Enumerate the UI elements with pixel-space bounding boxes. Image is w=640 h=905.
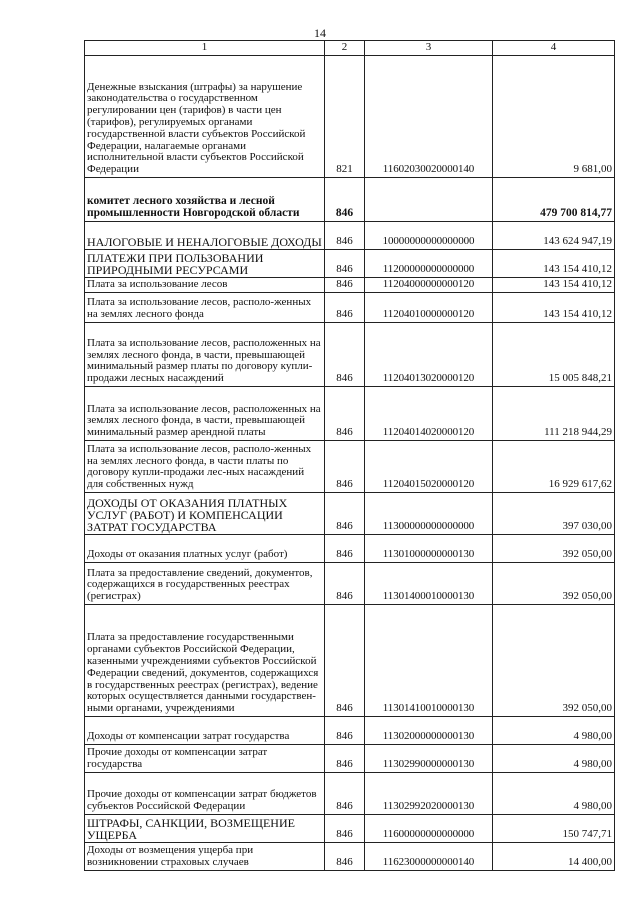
row-budget-code: 10000000000000000 [365,222,493,250]
row-admin-code: 821 [325,56,365,178]
row-amount: 392 050,00 [493,605,615,717]
row-name: Доходы от возмещения ущерба при возникновении страховых случаев [85,843,325,871]
row-budget-code: 11600000000000000 [365,815,493,843]
table-row [85,843,615,871]
row-name: Плата за использование лесов, расположенных на землях лесного фонда, в части, превышающей минимальный размер платы по договору купли-продажи лесных насаждений [85,323,325,387]
row-amount: 4 980,00 [493,745,615,773]
row-name: Прочие доходы от компенсации затрат бюджетов субъектов Российской Федерации [85,773,325,815]
row-admin-code: 846 [325,717,365,745]
table-row [85,493,615,535]
row-amount: 16 929 617,62 [493,441,615,493]
row-admin-code: 846 [325,323,365,387]
row-name: Плата за предоставление сведений, документов, содержащихся в государственных реестрах (регистрах) [85,563,325,605]
row-name: ПЛАТЕЖИ ПРИ ПОЛЬЗОВАНИИ ПРИРОДНЫМИ РЕСУРСАМИ [85,250,325,278]
table-row [85,815,615,843]
table-row [85,293,615,323]
row-budget-code [365,178,493,222]
table-row [85,323,615,387]
table-row [85,56,615,178]
row-name: Плата за предоставление государственными органами субъектов Российской Федерации, казенными учреждениями субъектов Российской Федерации сведений, документов, содержащихся в государственных реестрах (регистрах), ведение которых осуществляется данными государствен-ными органами, учреждениями [85,605,325,717]
row-name: ДОХОДЫ ОТ ОКАЗАНИЯ ПЛАТНЫХ УСЛУГ (РАБОТ) И КОМПЕНСАЦИИ ЗАТРАТ ГОСУДАРСТВА [85,493,325,535]
row-amount: 392 050,00 [493,563,615,605]
page-number: 14 [314,26,326,40]
row-admin-code: 846 [325,278,365,293]
row-admin-code: 846 [325,293,365,323]
row-amount: 14 400,00 [493,843,615,871]
table-row [85,717,615,745]
row-amount: 392 050,00 [493,535,615,563]
table-row [85,563,615,605]
row-name: Денежные взыскания (штрафы) за нарушение законодательства о государственном регулировании цен (тарифов) в части цен (тарифов), регулируемых органами государственной власти субъектов Российской Федерации, налагаемые органами исполнительной власти субъектов Российской Федерации [85,56,325,178]
column-header-3: 3 [365,41,493,56]
row-name: Доходы от компенсации затрат государства [85,717,325,745]
table-row [85,387,615,441]
row-admin-code: 846 [325,222,365,250]
row-name: Плата за использование лесов, расположенных на землях лесного фонда, в части, превышающей минимальный размер арендной платы [85,387,325,441]
row-name: Доходы от оказания платных услуг (работ) [85,535,325,563]
row-admin-code: 846 [325,250,365,278]
row-amount: 9 681,00 [493,56,615,178]
revenue-table [84,40,615,871]
row-amount: 143 154 410,12 [493,293,615,323]
row-admin-code: 846 [325,605,365,717]
table-row [85,773,615,815]
row-amount: 4 980,00 [493,717,615,745]
row-name: Плата за использование лесов [85,278,325,293]
row-name: Плата за использование лесов, располо-женных на землях лесного фонда, в части платы по договору купли-продажи лес-ных насаждений для собственных нужд [85,441,325,493]
row-name: НАЛОГОВЫЕ И НЕНАЛОГОВЫЕ ДОХОДЫ [85,222,325,250]
table-row [85,535,615,563]
row-amount: 143 154 410,12 [493,278,615,293]
row-amount: 143 154 410,12 [493,250,615,278]
row-budget-code: 11204000000000120 [365,278,493,293]
table-row [85,441,615,493]
row-admin-code: 846 [325,773,365,815]
row-name: комитет лесного хозяйства и лесной промышленности Новгородской области [85,178,325,222]
column-header-4: 4 [493,41,615,56]
row-budget-code: 11204010000000120 [365,293,493,323]
row-budget-code: 11200000000000000 [365,250,493,278]
row-budget-code: 11302000000000130 [365,717,493,745]
row-budget-code: 11300000000000000 [365,493,493,535]
column-header-2: 2 [325,41,365,56]
row-budget-code: 11204014020000120 [365,387,493,441]
row-name: ШТРАФЫ, САНКЦИИ, ВОЗМЕЩЕНИЕ УЩЕРБА [85,815,325,843]
row-budget-code: 11302990000000130 [365,745,493,773]
row-amount: 111 218 944,29 [493,387,615,441]
row-admin-code: 846 [325,493,365,535]
row-admin-code: 846 [325,843,365,871]
row-amount: 143 624 947,19 [493,222,615,250]
row-admin-code: 846 [325,441,365,493]
table-row [85,250,615,278]
row-admin-code: 846 [325,815,365,843]
table-row [85,222,615,250]
row-budget-code: 11204015020000120 [365,441,493,493]
table-header-row [85,41,615,56]
table-row [85,745,615,773]
row-name: Прочие доходы от компенсации затрат государства [85,745,325,773]
table-row [85,605,615,717]
row-amount: 150 747,71 [493,815,615,843]
column-header-1: 1 [85,41,325,56]
row-amount: 397 030,00 [493,493,615,535]
row-budget-code: 11602030020000140 [365,56,493,178]
row-budget-code: 11301400010000130 [365,563,493,605]
row-budget-code: 11301410010000130 [365,605,493,717]
row-admin-code: 846 [325,563,365,605]
row-budget-code: 11302992020000130 [365,773,493,815]
row-admin-code: 846 [325,178,365,222]
row-name: Плата за использование лесов, располо-женных на землях лесного фонда [85,293,325,323]
table-row [85,178,615,222]
row-budget-code: 11301000000000130 [365,535,493,563]
table-row [85,278,615,293]
row-amount: 4 980,00 [493,773,615,815]
row-admin-code: 846 [325,535,365,563]
row-amount: 479 700 814,77 [493,178,615,222]
row-budget-code: 11204013020000120 [365,323,493,387]
row-admin-code: 846 [325,745,365,773]
row-budget-code: 11623000000000140 [365,843,493,871]
row-admin-code: 846 [325,387,365,441]
row-amount: 15 005 848,21 [493,323,615,387]
